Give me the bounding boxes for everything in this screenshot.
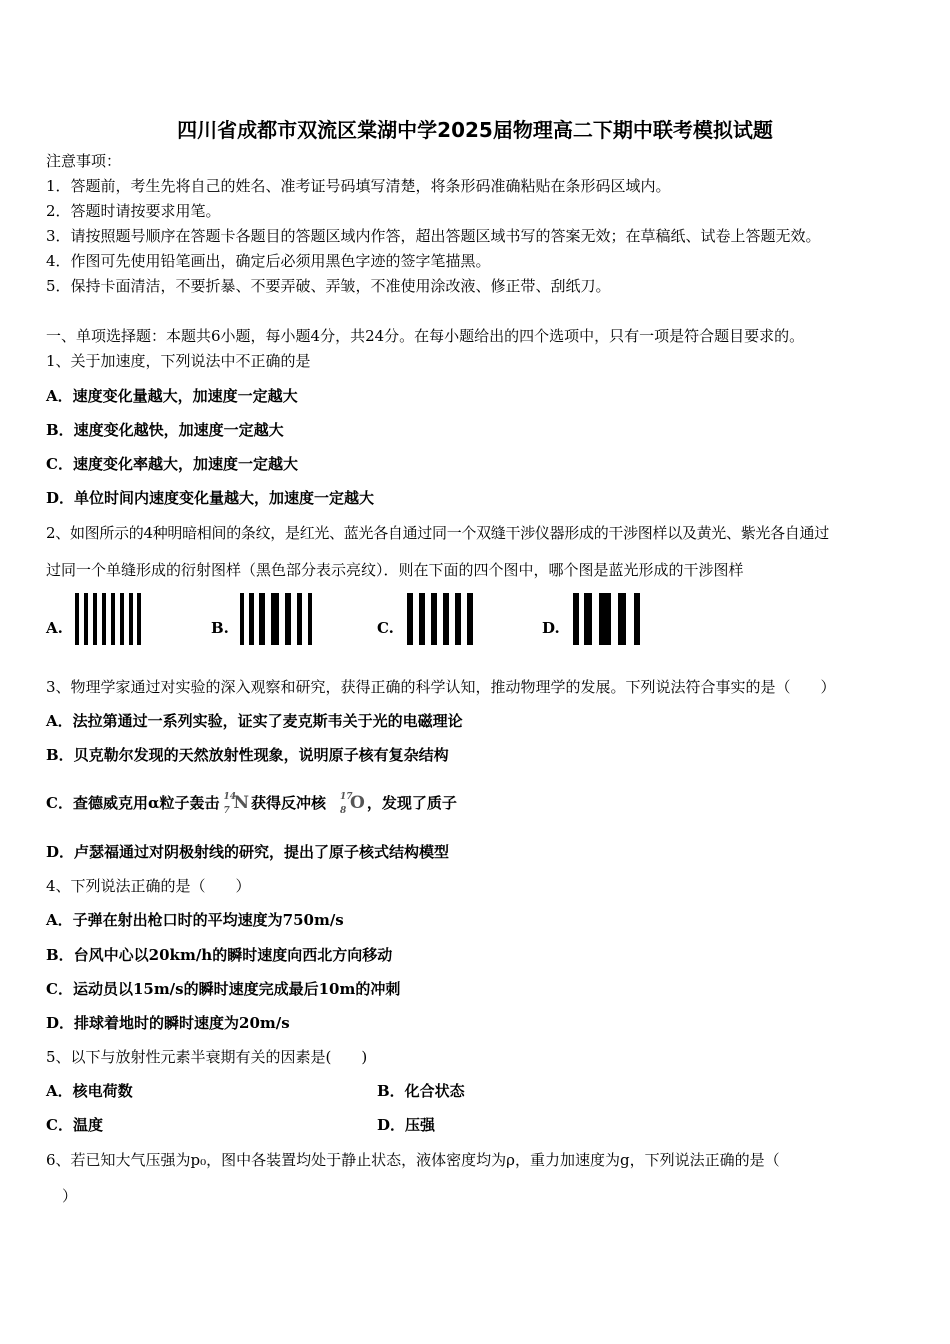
question-stem: 5、以下与放射性元素半衰期有关的因素是( ) bbox=[46, 1048, 368, 1066]
mass-number: 14 bbox=[223, 792, 237, 802]
notice-heading: 注意事项： bbox=[46, 152, 122, 170]
notice-item: 4．作图可先使用铅笔画出，确定后必须用黑色字迹的签字笔描黑。 bbox=[46, 252, 491, 270]
option-text: 获得反冲核 bbox=[251, 794, 327, 812]
fringe-pattern-c bbox=[407, 593, 482, 645]
page-title: 四川省成都市双流区棠湖中学2025届物理高二下期中联考模拟试题 bbox=[177, 118, 773, 142]
section-heading: 一、单项选择题：本题共6小题，每小题4分，共24分。在每小题给出的四个选项中，只有一项是符合题目要求的。 bbox=[46, 327, 805, 345]
notice-item: 2．答题时请按要求用笔。 bbox=[46, 202, 221, 220]
option: D．压强 bbox=[377, 1116, 436, 1134]
option-text: C．查德威克用α粒子轰击 bbox=[46, 794, 220, 812]
fringe-pattern-a bbox=[75, 593, 145, 645]
option: C．温度 bbox=[46, 1116, 103, 1134]
element-symbol: N bbox=[233, 793, 250, 813]
notice-item: 1．答题前，考生先将自己的姓名、准考证号码填写清楚，将条形码准确粘贴在条形码区域内。 bbox=[46, 177, 671, 195]
question-stem: 6、若已知大气压强为p₀，图中各装置均处于静止状态，液体密度均为ρ，重力加速度为g，下列说法正确的是（ bbox=[46, 1151, 780, 1169]
notice-item: 5．保持卡面清洁，不要折暴、不要弄破、弄皱，不准使用涂改液、修正带、刮纸刀。 bbox=[46, 277, 611, 295]
element-symbol: O bbox=[350, 793, 365, 813]
option: B．化合状态 bbox=[377, 1082, 465, 1100]
option-label: C. bbox=[377, 619, 394, 637]
option: A．法拉第通过一系列实验，证实了麦克斯韦关于光的电磁理论 bbox=[46, 712, 463, 730]
option: B．贝克勒尔发现的天然放射性现象，说明原子核有复杂结构 bbox=[46, 746, 449, 764]
option: C．运动员以15m/s的瞬时速度完成最后10m的冲刺 bbox=[46, 980, 401, 998]
option-text: ，发现了质子 bbox=[366, 794, 457, 812]
oxygen-nuclide bbox=[340, 792, 365, 816]
option bbox=[46, 792, 457, 816]
fringe-pattern-b bbox=[240, 593, 320, 645]
question-stem: 1、关于加速度，下列说法中不正确的是 bbox=[46, 352, 311, 370]
question-stem: 2、如图所示的4种明暗相间的条纹，是红光、蓝光各自通过同一个双缝干涉仪器形成的干涉图样以及黄光、紫光各自通过 bbox=[46, 524, 829, 542]
question-stem: 过同一个单缝形成的衍射图样（黑色部分表示亮纹）．则在下面的四个图中，哪个图是蓝光形成的干涉图样 bbox=[46, 561, 744, 579]
question-stem: 4、下列说法正确的是（ ） bbox=[46, 877, 251, 895]
question-stem: 3、物理学家通过对实验的深入观察和研究，获得正确的科学认知，推动物理学的发展。下列说法符合事实的是（ ） bbox=[46, 678, 836, 696]
question-stem-end: ） bbox=[62, 1187, 78, 1205]
option: D．卢瑟福通过对阴极射线的研究，提出了原子核式结构模型 bbox=[46, 843, 450, 861]
atomic-number: 8 bbox=[340, 806, 347, 816]
notice-item: 3．请按照题号顺序在答题卡各题目的答题区域内作答，超出答题区域书写的答案无效；在草稿纸、试卷上答题无效。 bbox=[46, 227, 821, 245]
option-label: A. bbox=[46, 619, 63, 637]
option: D．单位时间内速度变化量越大，加速度一定越大 bbox=[46, 489, 375, 507]
nitrogen-nuclide bbox=[223, 792, 250, 816]
option: A．速度变化量越大，加速度一定越大 bbox=[46, 387, 298, 405]
option-label: B. bbox=[211, 619, 229, 637]
option: C．速度变化率越大，加速度一定越大 bbox=[46, 455, 298, 473]
option: B．台风中心以20km/h的瞬时速度向西北方向移动 bbox=[46, 946, 393, 964]
option: A．核电荷数 bbox=[46, 1082, 133, 1100]
option: D．排球着地时的瞬时速度为20m/s bbox=[46, 1014, 290, 1032]
mass-number: 17 bbox=[340, 792, 353, 802]
option: B．速度变化越快，加速度一定越大 bbox=[46, 421, 284, 439]
atomic-number: 7 bbox=[223, 806, 230, 816]
option: A．子弹在射出枪口时的平均速度为750m/s bbox=[46, 911, 344, 929]
option-label: D. bbox=[542, 619, 560, 637]
fringe-pattern-d bbox=[573, 593, 655, 645]
